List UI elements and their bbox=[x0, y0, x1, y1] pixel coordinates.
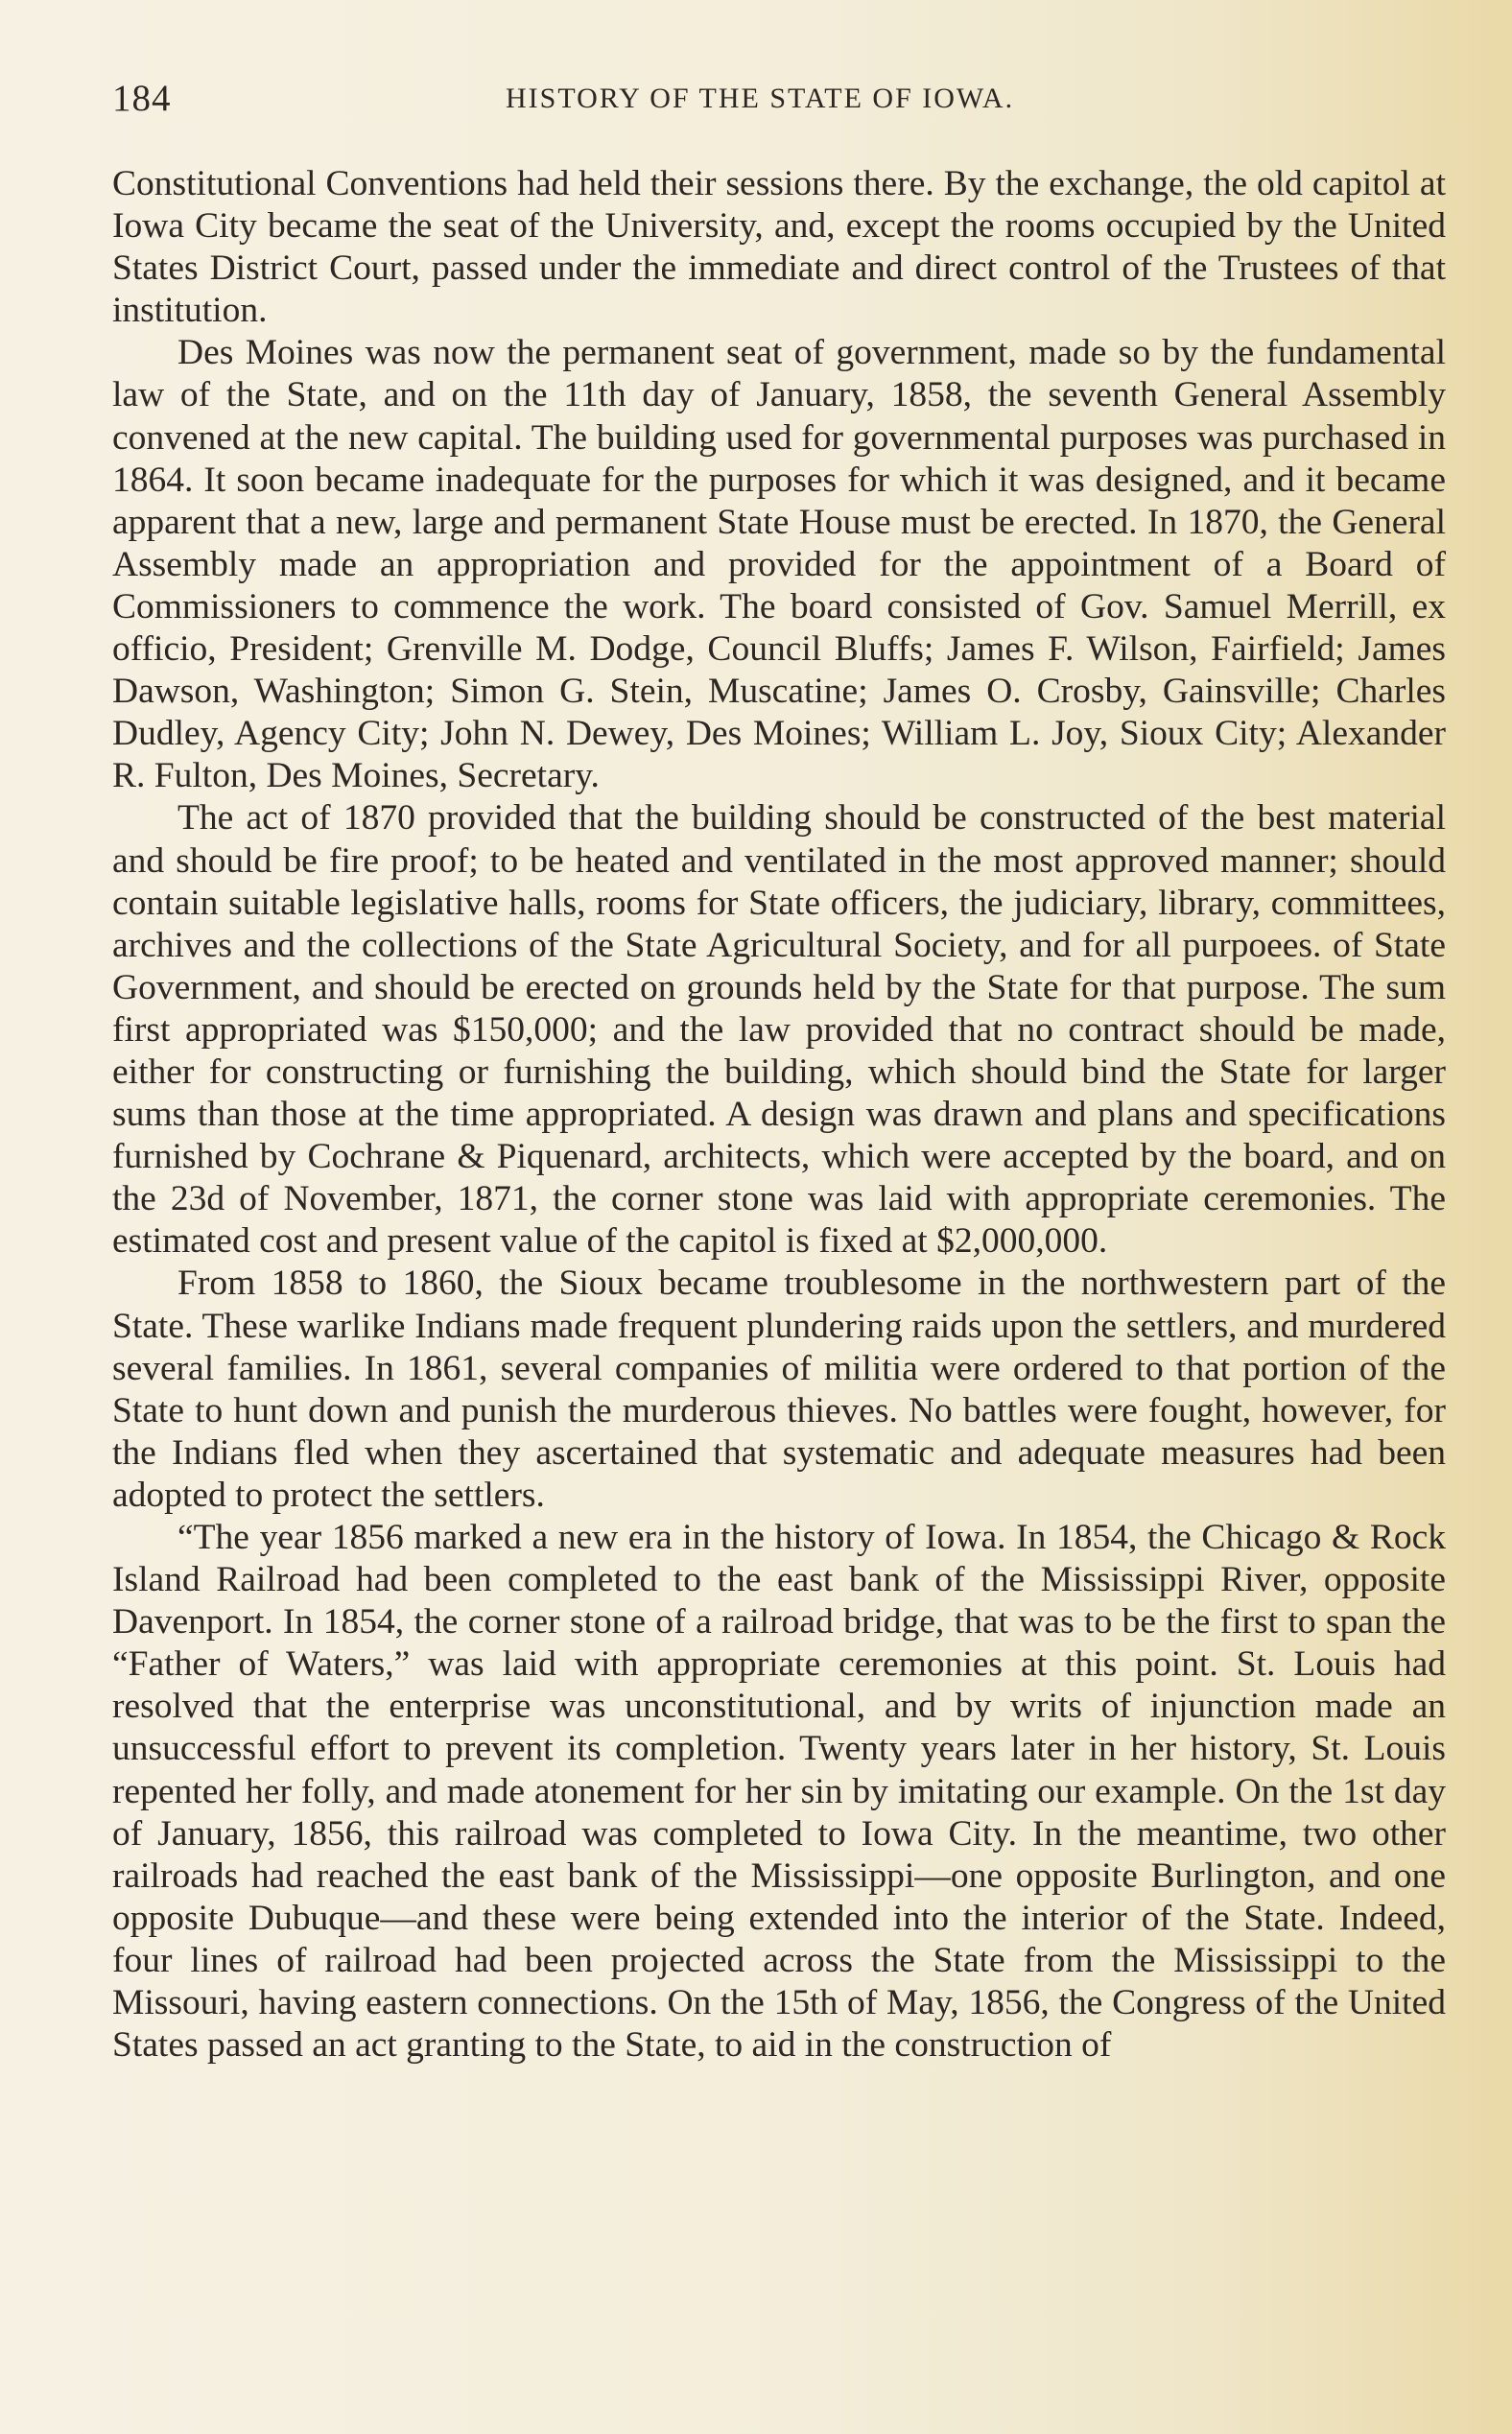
paragraph-4: From 1858 to 1860, the Sioux became troublesome in the northwestern part of the State. These warlike Indians made frequent plundering raids upon the settlers, and murdered several families. In 1861, several companies of militia were ordered to that portion of the State to hunt down and punish the murderous thieves. No battles were fought, however, for the Indians fled when they ascertained that systematic and adequate measures had been adopted to protect the settlers. bbox=[112, 1264, 1446, 1515]
paragraph-1: Constitutional Conventions had held their sessions there. By the exchange, the old capitol at Iowa City became the seat of the University, and, except the rooms occupied by the United States District Court, passed under the immediate and direct control of the Trustees of that institution. bbox=[112, 164, 1446, 331]
paragraph-5: “The year 1856 marked a new era in the history of Iowa. In 1854, the Chicago & Rock Island Railroad had been completed to the east bank of the Mississippi River, opposite Davenport. In 1854, the corner stone of a railroad bridge, that was to be the first to span the “Father of Waters,” was laid with appropriate ceremonies at this point. St. Louis had resolved that the enterprise was unconstitutional, and by writs of injunction made an unsuccessful effort to prevent its completion. Twenty years later in her history, St. Louis repented her folly, and made atonement for her sin by imitating our example. On the 1st day of January, 1856, this railroad was completed to Iowa City. In the meantime, two other railroads had reached the east bank of the Mississippi—one opposite Burlington, and one opposite Dubuque—and these were being extended into the interior of the State. Indeed, four lines of railroad had been projected across the State from the Mississippi to the Missouri, having eastern connections. On the 15th of May, 1856, the Congress of the United States passed an act granting to the State, to aid in the construction of bbox=[112, 1518, 1446, 2066]
running-head: HISTORY OF THE STATE OF IOWA. bbox=[506, 83, 1015, 114]
body-text bbox=[112, 163, 1446, 2067]
page-number: 184 bbox=[112, 78, 172, 119]
paragraph-3: The act of 1870 provided that the building should be constructed of the best material and should be fire proof; to be heated and ventilated in the most approved manner; should contain suitable legislative halls, rooms for State officers, the judiciary, library, committees, archives and the collections of the State Agricultural Society, and for all purpoees. of State Government, and should be erected on grounds held by the State for that purpose. The sum first appropriated was $150,000; and the law provided that no contract should be made, either for constructing or furnishing the building, which should bind the State for larger sums than those at the time appropriated. A design was drawn and plans and specifications furnished by Cochrane & Piquenard, architects, which were accepted by the board, and on the 23d of November, 1871, the corner stone was laid with appropriate ceremonies. The estimated cost and present value of the capitol is fixed at $2,000,000. bbox=[112, 798, 1446, 1262]
paragraph-2: Des Moines was now the permanent seat of government, made so by the fundamental law of the State, and on the 11th day of January, 1858, the seventh General Assembly convened at the new capital. The building used for governmental purposes was purchased in 1864. It soon became inadequate for the purposes for which it was designed, and it became apparent that a new, large and permanent State House must be erected. In 1870, the General Assembly made an appropriation and provided for the appointment of a Board of Commissioners to commence the work. The board consisted of Gov. Samuel Merrill, ex officio, President; Grenville M. Dodge, Council Bluffs; James F. Wilson, Fairfield; James Dawson, Washington; Simon G. Stein, Muscatine; James O. Crosby, Gainsville; Charles Dudley, Agency City; John N. Dewey, Des Moines; William L. Joy, Sioux City; Alexander R. Fulton, Des Moines, Secretary. bbox=[112, 333, 1446, 796]
page-header bbox=[112, 77, 1446, 125]
